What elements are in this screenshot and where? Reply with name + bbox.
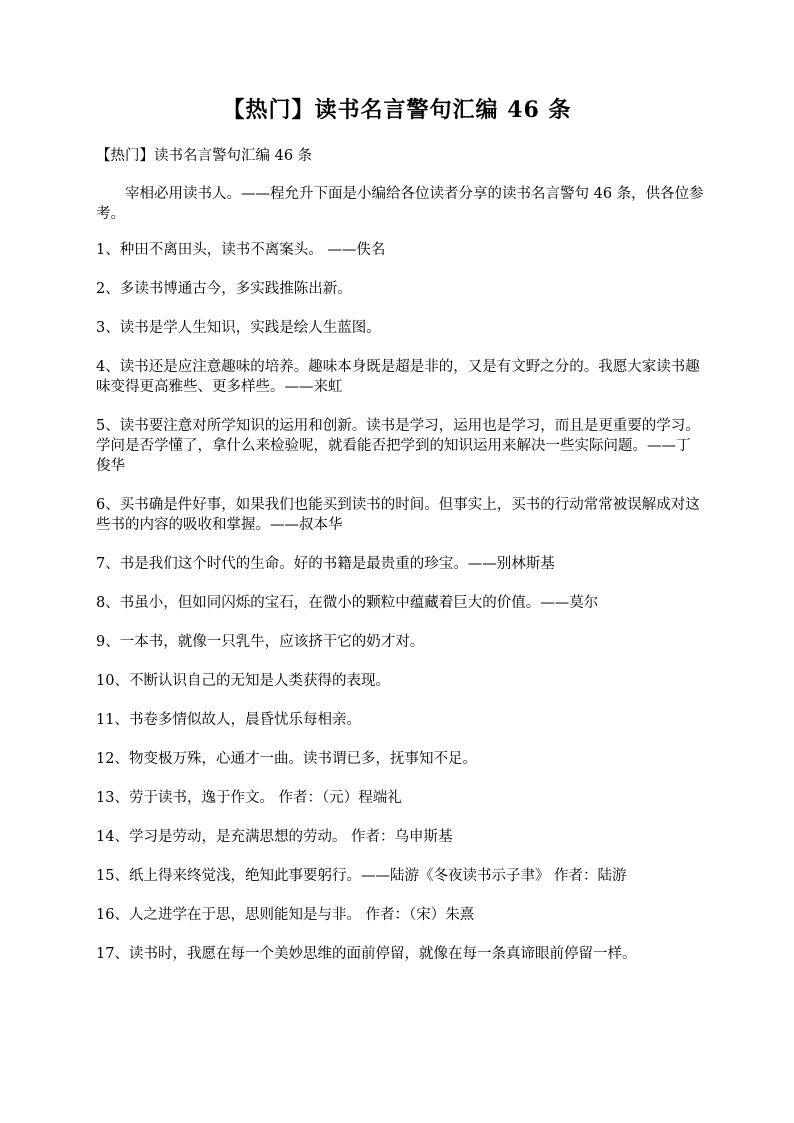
quote-item: 2、多读书博通古今，多实践推陈出新。	[96, 281, 352, 297]
intro-paragraph: 宰相必用读书人。——程允升下面是小编给各位读者分享的读书名言警句 46 条，供各位参考。	[96, 186, 704, 222]
quote-item: 8、书虽小，但如同闪烁的宝石，在微小的颗粒中蕴藏着巨大的价值。——莫尔	[96, 595, 599, 611]
quote-item: 14、学习是劳动，是充满思想的劳动。 作者：乌申斯基	[96, 829, 453, 845]
quote-item: 13、劳于读书，逸于作文。 作者：（元）程端礼	[96, 790, 402, 806]
document-body	[96, 144, 704, 983]
quote-item: 17、读书时，我愿在每一个美妙思维的面前停留，就像在每一条真谛眼前停留一样。	[96, 946, 637, 962]
quote-item: 11、书卷多情似故人，晨昏忧乐每相亲。	[96, 712, 361, 728]
quote-item: 1、种田不离田头，读书不离案头。 ——佚名	[96, 242, 386, 258]
quote-item: 16、人之进学在于思，思则能知是与非。 作者：（宋）朱熹	[96, 907, 475, 923]
quote-item: 5、读书要注意对所学知识的运用和创新。读书是学习，运用也是学习，而且是更重要的学习。学问是否学懂了，拿什么来检验呢，就看能否把学到的知识运用来解决一些实际问题。——丁俊华	[96, 418, 700, 474]
quote-item: 7、书是我们这个时代的生命。好的书籍是最贵重的珍宝。——别林斯基	[96, 556, 555, 572]
document-title: 【热门】读书名言警句汇编 46 条	[222, 97, 572, 123]
quote-item: 3、读书是学人生知识，实践是绘人生蓝图。	[96, 320, 381, 336]
quote-item: 10、不断认识自己的无知是人类获得的表现。	[96, 673, 390, 689]
document-subtitle: 【热门】读书名言警句汇编 46 条	[96, 148, 313, 164]
quote-item: 9、一本书，就像一只乳牛，应该挤干它的奶才对。	[96, 634, 425, 650]
quote-item: 6、买书确是件好事，如果我们也能买到读书的时间。但事实上，买书的行动常常被误解成对这些书的内容的吸收和掌握。——叔本华	[96, 497, 700, 533]
quote-item: 12、物变极万殊，心通才一曲。读书谓已多，抚事知不足。	[96, 751, 477, 767]
quote-item: 4、读书还是应注意趣味的培养。趣味本身既是超是非的，又是有文野之分的。我愿大家读书趣味变得更高雅些、更多样些。——来虹	[96, 359, 700, 395]
quote-item: 15、纸上得来终觉浅，绝知此事要躬行。——陆游《冬夜读书示子聿》 作者：陆游	[96, 868, 627, 884]
